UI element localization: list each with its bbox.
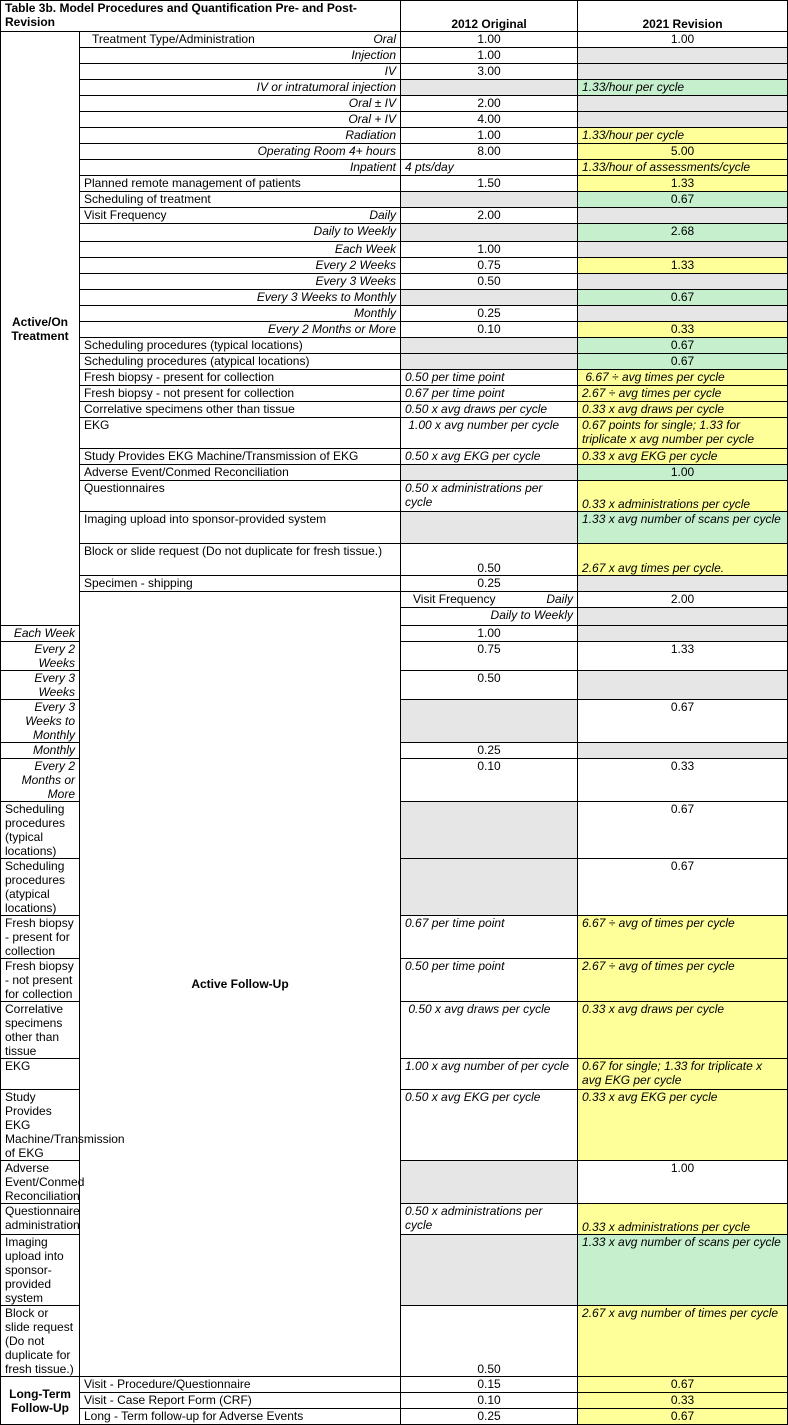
value-2012: 0.67 per time point xyxy=(401,916,578,959)
row-label: Oral ± IV xyxy=(80,96,401,112)
table-row xyxy=(1,544,788,576)
row-label: Every 3 Weeks xyxy=(1,671,80,700)
value-2012: 1.00 xyxy=(401,626,578,642)
table-row xyxy=(1,306,788,322)
value-2021-empty xyxy=(578,208,788,224)
value-2021-empty xyxy=(578,48,788,64)
row-label: Every 2 Weeks xyxy=(1,642,80,671)
table-row xyxy=(1,370,788,386)
value-2012: 0.50 per time point xyxy=(401,370,578,386)
value-2012: 1.00 x avg number per cycle xyxy=(401,418,578,449)
row-label: EKG xyxy=(80,418,401,449)
value-2021-empty xyxy=(578,112,788,128)
value-2021-empty xyxy=(578,242,788,258)
value-2021-empty xyxy=(578,64,788,80)
value-2012: 0.50 x avg EKG per cycle xyxy=(401,449,578,465)
row-label: Scheduling of treatment xyxy=(80,192,401,208)
row-label: Visit Frequency Daily xyxy=(80,208,401,224)
row-label: Block or slide request (Do not duplicate for fresh tissue.) xyxy=(80,544,401,576)
value-2012: 0.25 xyxy=(401,743,578,759)
value-2021: 0.67 xyxy=(578,700,788,743)
table-row xyxy=(1,144,788,160)
table-row xyxy=(1,192,788,208)
value-2012: 2.00 xyxy=(401,96,578,112)
value-2021: 0.33 xyxy=(578,759,788,802)
row-label: Questionnaire administration xyxy=(1,1204,80,1235)
value-2021: 2.67 ÷ avg times per cycle xyxy=(578,386,788,402)
row-label: Scheduling procedures (atypical locations) xyxy=(80,354,401,370)
row-label: Every 2 Months or More xyxy=(1,759,80,802)
row-label: Block or slide request (Do not duplicate for fresh tissue.) xyxy=(1,1306,80,1377)
value-2021-empty xyxy=(578,626,788,642)
value-2012-empty xyxy=(401,1235,578,1306)
row-label: Visit - Procedure/Questionnaire xyxy=(80,1377,401,1393)
table-row xyxy=(1,242,788,258)
value-2021: 1.33/hour per cycle xyxy=(578,128,788,144)
value-2021: 6.67 ÷ avg of times per cycle xyxy=(578,916,788,959)
value-2021: 0.67 points for single; 1.33 for triplicate x avg number per cycle xyxy=(578,418,788,449)
value-2012: 0.10 xyxy=(401,322,578,338)
value-2012: 0.50 xyxy=(401,1306,578,1377)
value-2021: 0.33 x avg draws per cycle xyxy=(578,1002,788,1059)
value-2012: 1.00 xyxy=(401,32,578,48)
table-row xyxy=(1,1377,788,1393)
row-label: Every 2 Weeks xyxy=(80,258,401,274)
row-label: Correlative specimens other than tissue xyxy=(1,1002,80,1059)
row-label: Every 3 Weeks to Monthly xyxy=(80,290,401,306)
row-label: Treatment Type/Administration Oral xyxy=(80,32,401,48)
value-2012-empty xyxy=(401,224,578,242)
table-row xyxy=(1,465,788,481)
value-2012-empty xyxy=(401,700,578,743)
value-2021: 1.33 xyxy=(578,258,788,274)
table-row xyxy=(1,512,788,544)
value-2012: 0.75 xyxy=(401,642,578,671)
row-label: Correlative specimens other than tissue xyxy=(80,402,401,418)
value-2021: 0.33 x administrations per cycle xyxy=(578,1204,788,1235)
value-2021: 2.67 x avg times per cycle. xyxy=(578,544,788,576)
row-label: Oral + IV xyxy=(80,112,401,128)
value-2012: 1.00 x avg number of per cycle xyxy=(401,1059,578,1090)
row-label: Inpatient xyxy=(80,160,401,176)
table-row xyxy=(1,449,788,465)
section-label-longterm: Long-Term Follow-Up xyxy=(1,1377,80,1425)
value-2012: 0.50 per time point xyxy=(401,959,578,1002)
row-label: Monthly xyxy=(1,743,80,759)
table-row xyxy=(1,160,788,176)
table-row xyxy=(1,96,788,112)
value-2021: 0.67 xyxy=(578,1377,788,1393)
value-2021: 0.67 xyxy=(578,192,788,208)
value-2012: 1.00 xyxy=(401,48,578,64)
row-label: Daily to Weekly xyxy=(401,608,578,626)
value-2012: 4.00 xyxy=(401,112,578,128)
value-2012: 0.15 xyxy=(401,1377,578,1393)
value-2012: 8.00 xyxy=(401,144,578,160)
value-2021: 1.33 xyxy=(578,176,788,192)
value-2021-empty xyxy=(578,743,788,759)
section-label-followup: Active Follow-Up xyxy=(80,592,401,1377)
value-2021: 6.67 ÷ avg times per cycle xyxy=(578,370,788,386)
row-label: Monthly xyxy=(80,306,401,322)
row-label: Scheduling procedures (atypical locations) xyxy=(1,859,80,916)
row-label: Study Provides EKG Machine/Transmission of EKG xyxy=(1,1090,80,1161)
value-2021: 1.33 xyxy=(578,642,788,671)
value-2012: 0.50 xyxy=(401,544,578,576)
table-title: Table 3b. Model Procedures and Quantification Pre- and Post-Revision xyxy=(1,1,401,32)
value-2021: 0.67 xyxy=(578,802,788,859)
table-row xyxy=(1,128,788,144)
row-label: Imaging upload into sponsor-provided system xyxy=(1,1235,80,1306)
value-2021: 1.33 x avg number of scans per cycle xyxy=(578,1235,788,1306)
value-2021: 0.33 x avg EKG per cycle xyxy=(578,1090,788,1161)
table-row xyxy=(1,402,788,418)
table-row xyxy=(1,258,788,274)
value-2012: 0.50 x avg draws per cycle xyxy=(401,1002,578,1059)
value-2012-empty xyxy=(401,192,578,208)
value-2012: 4 pts/day xyxy=(401,160,578,176)
value-2021: 1.00 xyxy=(578,32,788,48)
value-2012: 0.50 x administrations per cycle xyxy=(401,1204,578,1235)
value-2012-empty xyxy=(401,465,578,481)
value-2012: 0.50 x administrations per cycle xyxy=(401,481,578,512)
row-label: Specimen - shipping xyxy=(80,576,401,592)
value-2012: 0.10 xyxy=(401,759,578,802)
value-2021: 0.33 x avg draws per cycle xyxy=(578,402,788,418)
table-row xyxy=(1,592,788,608)
table-row xyxy=(1,338,788,354)
value-2012: 1.00 xyxy=(401,128,578,144)
value-2012: 0.10 xyxy=(401,1393,578,1409)
value-2012: 0.50 x avg draws per cycle xyxy=(401,402,578,418)
value-2021: 0.33 x avg EKG per cycle xyxy=(578,449,788,465)
row-label: Every 3 Weeks to Monthly xyxy=(1,700,80,743)
row-label: EKG xyxy=(1,1059,80,1090)
value-2012: 1.50 xyxy=(401,176,578,192)
row-label: Study Provides EKG Machine/Transmission of EKG xyxy=(80,449,401,465)
value-2021: 1.33 x avg number of scans per cycle xyxy=(578,512,788,544)
value-2012: 0.50 xyxy=(401,274,578,290)
row-label: Scheduling procedures (typical locations) xyxy=(1,802,80,859)
column-header-2012: 2012 Original xyxy=(401,1,578,32)
value-2021: 0.67 for single; 1.33 for triplicate x avg EKG per cycle xyxy=(578,1059,788,1090)
row-label: Fresh biopsy - present for collection xyxy=(1,916,80,959)
value-2012-empty xyxy=(401,338,578,354)
value-2021: 1.00 xyxy=(578,465,788,481)
table-row xyxy=(1,224,788,242)
row-label: IV or intratumoral injection xyxy=(80,80,401,96)
value-2021: 0.33 x administrations per cycle xyxy=(578,481,788,512)
row-label: Visit - Case Report Form (CRF) xyxy=(80,1393,401,1409)
table-row xyxy=(1,112,788,128)
table-header-row xyxy=(1,1,788,32)
value-2021: 5.00 xyxy=(578,144,788,160)
table-row xyxy=(1,1409,788,1425)
table-row xyxy=(1,322,788,338)
value-2012: 2.00 xyxy=(401,208,578,224)
value-2021: 0.67 xyxy=(578,290,788,306)
value-2012-empty xyxy=(401,512,578,544)
row-label: Adverse Event/Conmed Reconciliation xyxy=(1,1161,80,1204)
value-2012: 0.67 per time point xyxy=(401,386,578,402)
row-label: Fresh biopsy - present for collection xyxy=(80,370,401,386)
row-label: Injection xyxy=(80,48,401,64)
row-label: Radiation xyxy=(80,128,401,144)
value-2012-empty xyxy=(401,290,578,306)
value-2021: 0.33 xyxy=(578,1393,788,1409)
value-2012-empty xyxy=(401,80,578,96)
value-2012: 0.25 xyxy=(401,576,578,592)
value-2021: 2.67 x avg number of times per cycle xyxy=(578,1306,788,1377)
row-label: Every 2 Months or More xyxy=(80,322,401,338)
value-2021-empty xyxy=(578,576,788,592)
row-label: Long - Term follow-up for Adverse Events xyxy=(80,1409,401,1425)
column-header-2021: 2021 Revision xyxy=(578,1,788,32)
row-label: IV xyxy=(80,64,401,80)
value-2012-empty xyxy=(401,1161,578,1204)
value-2021: 2.67 ÷ avg of times per cycle xyxy=(578,959,788,1002)
table-row xyxy=(1,64,788,80)
row-label: Fresh biopsy - not present for collection xyxy=(1,959,80,1002)
row-label: Fresh biopsy - not present for collection xyxy=(80,386,401,402)
value-2021-empty xyxy=(578,274,788,290)
table-row xyxy=(1,32,788,48)
value-2012: 3.00 xyxy=(401,64,578,80)
value-2012: 2.00 xyxy=(578,592,788,608)
value-2021-empty xyxy=(578,96,788,112)
table-row xyxy=(1,418,788,449)
value-2021: 1.33/hour per cycle xyxy=(578,80,788,96)
table-row xyxy=(1,386,788,402)
row-label: Operating Room 4+ hours xyxy=(80,144,401,160)
table-row xyxy=(1,274,788,290)
value-2021: 1.33/hour of assessments/cycle xyxy=(578,160,788,176)
value-2012: 0.25 xyxy=(401,306,578,322)
value-2012: 0.50 x avg EKG per cycle xyxy=(401,1090,578,1161)
table-row xyxy=(1,481,788,512)
row-label: Adverse Event/Conmed Reconciliation xyxy=(80,465,401,481)
row-label: Daily to Weekly xyxy=(80,224,401,242)
table-row xyxy=(1,208,788,224)
value-2021: 0.67 xyxy=(578,354,788,370)
value-2021: 2.68 xyxy=(578,224,788,242)
row-label: Every 3 Weeks xyxy=(80,274,401,290)
value-2021: 0.33 xyxy=(578,322,788,338)
row-label: Each Week xyxy=(80,242,401,258)
value-2012-empty xyxy=(578,608,788,626)
row-label: Each Week xyxy=(1,626,80,642)
row-label: Imaging upload into sponsor-provided system xyxy=(80,512,401,544)
table-row xyxy=(1,48,788,64)
value-2021-empty xyxy=(578,671,788,700)
value-2021-empty xyxy=(578,306,788,322)
value-2021: 0.67 xyxy=(578,338,788,354)
table-row xyxy=(1,290,788,306)
table-row xyxy=(1,1393,788,1409)
value-2012: 0.50 xyxy=(401,671,578,700)
table-row xyxy=(1,176,788,192)
table-row xyxy=(1,354,788,370)
value-2012: 1.00 xyxy=(401,242,578,258)
value-2021: 0.67 xyxy=(578,859,788,916)
value-2012: 0.75 xyxy=(401,258,578,274)
row-label: Questionnaires xyxy=(80,481,401,512)
value-2021: 0.67 xyxy=(578,1409,788,1425)
row-label: Scheduling procedures (typical locations) xyxy=(80,338,401,354)
row-label: Visit Frequency Daily xyxy=(401,592,578,608)
value-2021: 1.00 xyxy=(578,1161,788,1204)
value-2012-empty xyxy=(401,859,578,916)
value-2012-empty xyxy=(401,802,578,859)
table-row xyxy=(1,80,788,96)
section-label-active: Active/On Treatment xyxy=(1,32,80,626)
value-2012-empty xyxy=(401,354,578,370)
value-2012: 0.25 xyxy=(401,1409,578,1425)
row-label: Planned remote management of patients xyxy=(80,176,401,192)
table-row xyxy=(1,576,788,592)
